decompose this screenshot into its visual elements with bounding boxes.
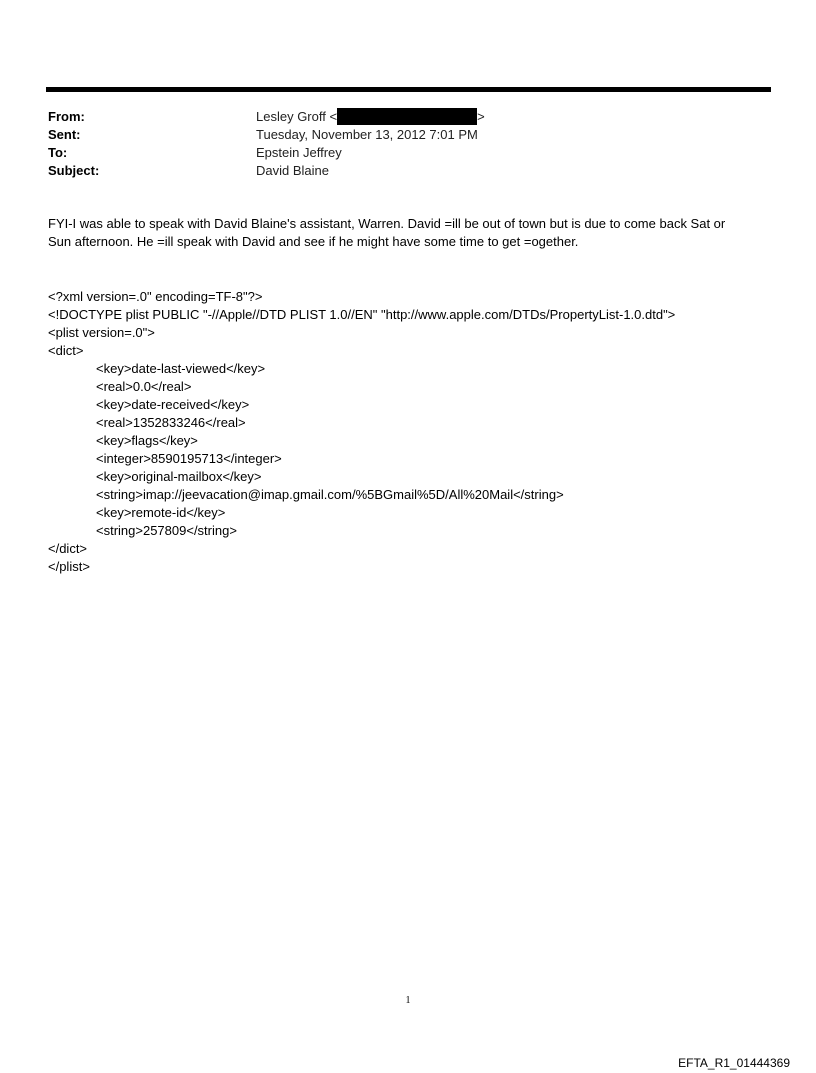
redaction-box [337,108,477,125]
code-line: <key>remote-id</key> [96,505,226,520]
code-line: </plist> [48,559,90,574]
code-line: <key>date-last-viewed</key> [96,361,266,376]
page-number: 1 [405,995,411,1006]
plist-block [48,288,768,576]
subject-row [48,162,748,180]
code-line: <string>imap://jeevacation@imap.gmail.com/%5BGmail%5D/All%20Mail</string> [96,487,564,502]
to-value: Epstein Jeffrey [256,145,342,160]
from-value-end: > [477,109,485,124]
sent-label: Sent: [48,127,81,142]
body-line: Sun afternoon. He =ill speak with David and see if he might have some time to get =ogether. [48,234,579,249]
code-line: </dict> [48,541,88,556]
code-line: <string>257809</string> [96,523,237,538]
from-name: Lesley Groff < [256,109,338,124]
sent-row [48,126,748,144]
body-line: FYI-I was able to speak with David Blaine's assistant, Warren. David =ill be out of town but is due to come back Sat or [48,216,726,231]
code-line: <!DOCTYPE plist PUBLIC "-//Apple//DTD PLIST 1.0//EN" "http://www.apple.com/DTDs/PropertyList-1.0.dtd"> [48,307,676,322]
code-line: <plist version=.0"> [48,325,155,340]
subject-label: Subject: [48,163,100,178]
code-line: <key>date-received</key> [96,397,250,412]
top-rule [46,87,771,92]
code-line: <real>0.0</real> [96,379,192,394]
to-label: To: [48,145,68,160]
email-body [48,215,758,251]
from-label: From: [48,109,85,124]
code-line: <key>original-mailbox</key> [96,469,262,484]
to-row [48,144,748,162]
code-line: <key>flags</key> [96,433,198,448]
code-line: <integer>8590195713</integer> [96,451,282,466]
sent-value: Tuesday, November 13, 2012 7:01 PM [256,127,478,142]
code-line: <dict> [48,343,84,358]
document-id: EFTA_R1_01444369 [678,1056,790,1070]
code-line: <?xml version=.0" encoding=TF-8"?> [48,289,263,304]
from-row [48,108,748,126]
email-header [48,108,748,180]
code-line: <real>1352833246</real> [96,415,246,430]
from-value [256,108,485,126]
subject-value: David Blaine [256,163,329,178]
